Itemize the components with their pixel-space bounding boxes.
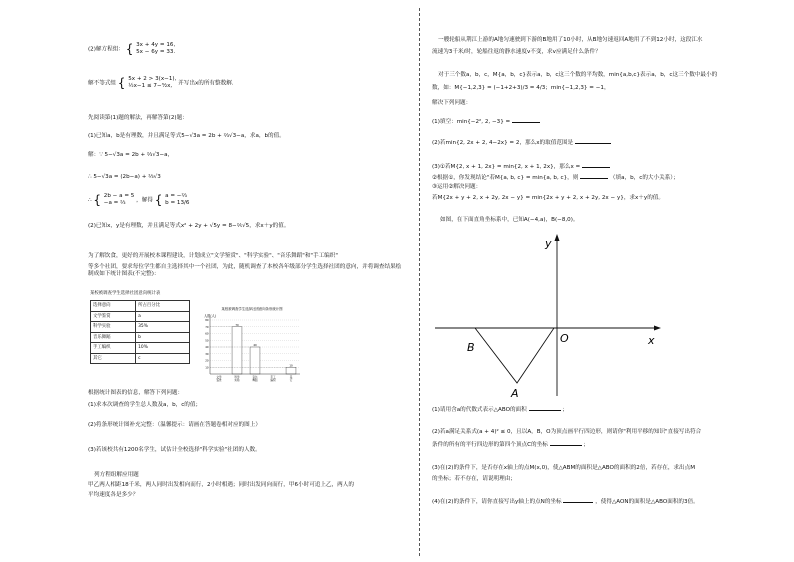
triangle-abo	[475, 328, 554, 383]
coordinate-intro: 如图，在下面直角坐标系中，已知A(−4,a)，B(−8,0)。	[440, 217, 579, 223]
y-tick-label: 40	[205, 346, 209, 349]
x-axis-arrow-icon	[654, 326, 661, 331]
table-row	[91, 322, 190, 333]
q2-label: (2)解方程组：	[88, 46, 124, 53]
x-axis-label: x	[648, 334, 655, 347]
x-tick-label: 音乐舞蹈	[252, 376, 258, 382]
coordinate-q3a: (3)在(2)的条件下，是否存在x轴上的点M(x,0)，使△ABM的面积是△ABO的面积的2倍，若存在，求出点M	[432, 465, 696, 471]
definition-q3b-tail: （填a，b，c的大小关系）；	[609, 175, 679, 181]
x-tick-label: 文学鉴赏	[216, 376, 222, 382]
table-cell: 其它	[91, 353, 136, 364]
table-title: 某校被调查学生选择社团意向统计表	[90, 291, 161, 296]
answer-blank[interactable]	[563, 497, 593, 503]
answer-blank[interactable]	[512, 117, 540, 123]
example-intro: 先阅读第(1)题的解法，再解答第(2)题：	[88, 115, 188, 121]
boat-line-2: 流速为3千米/时，轮船往返的静水速度v不变，求v应满足什么条件？	[432, 49, 601, 55]
table-row	[91, 311, 190, 322]
application-title: 列方程组解应用题	[94, 472, 139, 478]
y-tick-label: 60	[205, 332, 209, 336]
definition-q3b	[432, 173, 679, 182]
coordinate-q1	[432, 405, 568, 414]
inequality-system	[88, 76, 234, 90]
y-tick-label: 80	[205, 319, 209, 322]
definition-q1	[432, 117, 540, 126]
x-tick-label: 科学实验	[234, 376, 240, 382]
therefore-symbol: ∴	[88, 197, 92, 204]
therefore-eq2: −a = ⅔	[103, 200, 126, 206]
definition-q3a	[432, 162, 610, 171]
y-tick-label: 70	[205, 325, 209, 329]
therefore-line-1: ∴ 5−√3a = (2b−a) + ⅔√3	[88, 174, 161, 180]
table-cell: 科学实验	[91, 322, 136, 333]
chart-title: 某校被调查学生选择社团意向条形统计图	[221, 307, 283, 311]
inequality-eq1: 5x + 2 > 3(x−1),	[128, 76, 177, 82]
definition-q2	[432, 138, 611, 147]
y-tick-label: 10	[205, 366, 209, 370]
bar	[286, 367, 296, 374]
definition-q1-text: (1)填空：min{−2², 2, −3} =	[432, 119, 511, 125]
definition-q3b-text: ②根据①，你发现结论"若M{a, b, c} = min{a, b, c}，则	[432, 175, 579, 181]
application-line-1: 甲乙两人相距18千米，两人同时出发相向而行，2小时相遇；同时出发同向而行，甲6小时可追上乙，两人的	[88, 482, 354, 488]
table-header-row	[91, 301, 190, 312]
bar-value-label: 40	[253, 344, 257, 347]
y-axis-label: y	[545, 237, 552, 250]
table-cell: 手工编织	[91, 343, 136, 354]
table-cell: b	[136, 332, 190, 343]
definition-q3c: ③运用②解决问题：	[432, 184, 482, 190]
table-header-cell: 所占百分比	[136, 301, 190, 312]
read-q3: (3)若该校共有1200名学生，试估计全校选择"科学实验"社团的人数。	[88, 447, 261, 453]
survey-text-2: 等多个社团，要求每位学生都自主选择其中一个社团，为此，随机调查了本校各年级部分学生选择社团的意向，并将调查结果绘制成如下统计图表(不完整)：	[88, 264, 402, 277]
answer-blank[interactable]	[580, 173, 608, 179]
y-axis-arrow-icon	[555, 234, 560, 241]
therefore-eqB: b = 13/6	[165, 200, 190, 206]
bar	[232, 327, 242, 374]
origin-label: O	[560, 332, 569, 345]
coordinate-q4-text: (4)在(2)的条件下，请你直接写出y轴上的点N的坐标	[432, 499, 562, 505]
application-line-2: 平均速度各是多少？	[88, 492, 139, 498]
semicolon: ；	[562, 407, 568, 413]
table-row	[91, 343, 190, 354]
semicolon: ；	[583, 442, 589, 448]
inequality-tail: 并写出x的所有整数解.	[178, 80, 234, 87]
q2-eq1: 3x + 4y = 16,	[136, 42, 176, 48]
read-intro: 根据统计图表的信息，解答下列问题：	[88, 390, 184, 396]
solution-line: 解：∵ 5−√3a = 2b + ⅔√3−a，	[88, 152, 174, 158]
inequality-intro: 解不等式组	[88, 80, 116, 87]
table-cell: 文学鉴赏	[91, 311, 136, 322]
table-row	[91, 353, 190, 364]
bar-value-label: 70	[235, 323, 239, 327]
table-header-cell: 选择意向	[91, 301, 136, 312]
survey-text-1: 为了解饮食，更好的开展校本课程建设，计划成立"文学鉴赏"、"科学实验"、"音乐舞蹈"和"手工编织"	[88, 253, 338, 259]
inequality-eq2: ½x−1 ≤ 7−³⁄₂x,	[128, 83, 173, 89]
left-column	[88, 0, 406, 562]
q2-eq2: 5x − 6y = 33.	[136, 49, 176, 55]
coordinate-q2b-text: 条件的所有的平行四边形的第四个顶点C的坐标	[432, 442, 548, 448]
right-column	[432, 0, 718, 562]
coordinate-q1-text: (1)请用含a的代数式表示△ABO的面积	[432, 407, 527, 413]
y-tick-label: 30	[205, 352, 209, 356]
example-q1: (1)已知a，b是有理数，并且满足等式5−√3a = 2b + ⅔√3−a，求a，b的值。	[88, 133, 285, 139]
read-q1: (1)求本次调查的学生总人数及a，b，c的值；	[88, 402, 202, 408]
coordinate-q2a: (2)若a满足关系式(a + 4)² ≤ 0，且以A，B，O为顶点画平行四边形，则请你"利用平移的知识"直接写出符合	[432, 429, 702, 435]
therefore-eq1: 2b − a = 5	[103, 193, 135, 199]
table-cell: 35%	[136, 322, 190, 333]
answer-blank[interactable]	[529, 405, 561, 411]
x-tick-label: 其它	[289, 376, 293, 382]
therefore-eqA: a = −⅔	[165, 193, 187, 199]
y-axis-label: 人数(人)	[204, 314, 217, 318]
solve-word: ，解得	[136, 197, 153, 204]
chart-bars	[210, 323, 296, 374]
coordinate-q2b	[432, 440, 589, 449]
therefore-line-2	[88, 193, 190, 207]
coordinate-plane	[432, 228, 682, 398]
q2-equation-system	[88, 42, 175, 56]
table-cell: 10%	[136, 343, 190, 354]
bar-chart	[196, 304, 308, 388]
definition-q2-text: (2)若min{2, 2x + 2, 4−2x} = 2，那么x的取值范围是	[432, 140, 574, 146]
table-cell: a	[136, 311, 190, 322]
definition-line-3: 解决下列问题：	[432, 100, 472, 106]
coordinate-q4	[432, 497, 699, 506]
point-a-label: A	[511, 387, 519, 398]
brace-glyph: {	[154, 193, 163, 207]
coordinate-q4-tail: ，使得△AON的面积是△ABO面积的3倍。	[595, 499, 699, 505]
answer-blank[interactable]	[575, 138, 611, 144]
bar	[250, 347, 260, 374]
brace-glyph: {	[117, 76, 126, 90]
table-cell: c	[136, 353, 190, 364]
brace-glyph: {	[93, 193, 101, 207]
brace-glyph: {	[125, 42, 134, 56]
y-tick-label: 50	[205, 339, 209, 343]
definition-line-1: 对于三个数a，b，c，M{a，b，c}表示a，b，c这三个数的平均数，min{a,b,c}表示a，b，c这三个数中最小的	[438, 72, 718, 78]
coordinate-q3b: 的坐标；若不存在，请说明理由；	[432, 476, 516, 482]
table-cell: 音乐舞蹈	[91, 332, 136, 343]
definition-q3a-text: (3)①若M{2, x + 1, 2x} = min{2, x + 1, 2x}，那么x =	[432, 164, 581, 170]
definition-line-2: 数，如：M{−1,2,3} = (−1+2+3)/3 = 4/3；min{−1,2,3} = −1，	[432, 85, 610, 91]
table-row	[91, 332, 190, 343]
y-tick-label: 20	[205, 359, 209, 363]
answer-blank[interactable]	[550, 440, 582, 446]
column-divider	[419, 8, 420, 556]
survey-table	[90, 300, 190, 364]
example-q2: (2)已知x，y是有理数，并且满足等式x² + 2y + √5y = 8−⅖√5，求x＋y的值。	[88, 223, 290, 229]
read-q2: (2)将条形统计图补充完整：（温馨提示：请画在答题卷相对应的图上）	[88, 422, 261, 428]
x-tick-label: 手工编织	[270, 376, 276, 382]
point-b-label: B	[467, 341, 475, 354]
answer-blank[interactable]	[582, 162, 610, 168]
boat-line-1: 一艘轮船从荆江上游的A地匀速驶到下游的B地用了10小时，从B地匀速返回A地用了不到12小时，这段江水	[438, 37, 703, 43]
bar-value-label: 10	[289, 364, 293, 368]
definition-q3d: 若M{2x + y + 2, x + 2y, 2x − y} = min{2x + y + 2, x + 2y, 2x − y}，求x＋y的值。	[432, 195, 664, 201]
